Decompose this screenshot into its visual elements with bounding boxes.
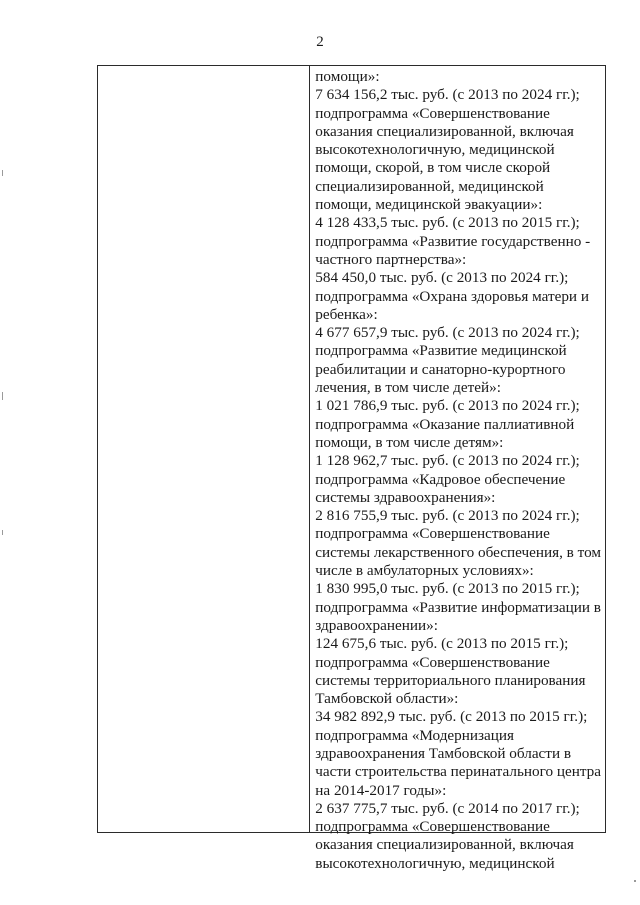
document-table <box>97 65 606 872</box>
text-line: помощи, в том числе детям»: <box>315 433 504 451</box>
text-line: подпрограмма «Совершенствование <box>315 104 550 122</box>
text-line: системы здравоохранения»: <box>315 488 496 506</box>
text-line: числе в амбулаторных условиях»: <box>315 562 534 580</box>
page-number: 2 <box>316 34 324 50</box>
text-line: на 2014-2017 годы»: <box>315 781 447 799</box>
text-line: Тамбовской области»: <box>315 690 459 708</box>
text-line: высокотехнологичную, медицинской <box>315 854 555 872</box>
text-line: помощи, скорой, в том числе скорой <box>315 159 551 177</box>
text-line: 2 637 775,7 тыс. руб. (с 2014 по 2017 гг.); <box>315 799 580 817</box>
text-line: подпрограмма «Развитие медицинской <box>315 342 567 360</box>
text-line: подпрограмма «Совершенствование <box>315 525 550 543</box>
text-line: оказания специализированной, включая <box>315 836 574 854</box>
text-line: подпрограмма «Развитие государственно - <box>315 232 591 250</box>
table-cell-right <box>310 66 605 872</box>
text-line: подпрограмма «Совершенствование <box>315 653 550 671</box>
text-line: подпрограмма «Развитие информатизации в <box>315 598 601 616</box>
text-line: лечения, в том числе детей»: <box>315 379 501 397</box>
text-line: здравоохранения Тамбовской области в <box>315 744 572 762</box>
scan-mark <box>2 170 3 176</box>
text-line: 124 675,6 тыс. руб. (с 2013 по 2015 гг.); <box>315 635 569 653</box>
text-line: 1 128 962,7 тыс. руб. (с 2013 по 2024 гг.); <box>315 452 580 470</box>
text-line: 34 982 892,9 тыс. руб. (с 2013 по 2015 гг.); <box>315 708 588 726</box>
text-line: подпрограмма «Кадровое обеспечение <box>315 470 566 488</box>
text-line: оказания специализированной, включая <box>315 122 574 140</box>
scan-mark <box>2 392 3 400</box>
table-cell-left <box>98 66 310 832</box>
text-line: здравоохранении»: <box>315 616 438 634</box>
text-line: системы территориального планирования <box>315 671 586 689</box>
scan-mark <box>634 880 636 882</box>
text-line: 7 634 156,2 тыс. руб. (с 2013 по 2024 гг.); <box>315 86 580 104</box>
text-line: помощи, медицинской эвакуации»: <box>315 196 543 214</box>
text-line: 584 450,0 тыс. руб. (с 2013 по 2024 гг.); <box>315 269 569 287</box>
text-line: подпрограмма «Оказание паллиативной <box>315 415 575 433</box>
text-line: частного партнерства»: <box>315 250 467 268</box>
text-line: части строительства перинатального центра <box>315 763 601 781</box>
text-line: 4 128 433,5 тыс. руб. (с 2013 по 2015 гг.); <box>315 214 580 232</box>
text-line: 4 677 657,9 тыс. руб. (с 2013 по 2024 гг.); <box>315 324 580 342</box>
text-line: 2 816 755,9 тыс. руб. (с 2013 по 2024 гг.); <box>315 507 580 525</box>
text-line: специализированной, медицинской <box>315 177 544 195</box>
text-line: реабилитации и санаторно-курортного <box>315 360 566 378</box>
scan-mark <box>2 530 3 535</box>
text-line: системы лекарственного обеспечения, в том <box>315 543 601 561</box>
text-line: 1 021 786,9 тыс. руб. (с 2013 по 2024 гг.); <box>315 397 580 415</box>
text-line: подпрограмма «Модернизация <box>315 726 515 744</box>
text-line: подпрограмма «Охрана здоровья матери и <box>315 287 589 305</box>
text-line: подпрограмма «Совершенствование <box>315 818 550 836</box>
text-line: высокотехнологичную, медицинской <box>315 141 555 159</box>
text-line: 1 830 995,0 тыс. руб. (с 2013 по 2015 гг.); <box>315 580 580 598</box>
text-line: ребенка»: <box>315 305 378 323</box>
text-line: помощи»: <box>315 68 380 85</box>
